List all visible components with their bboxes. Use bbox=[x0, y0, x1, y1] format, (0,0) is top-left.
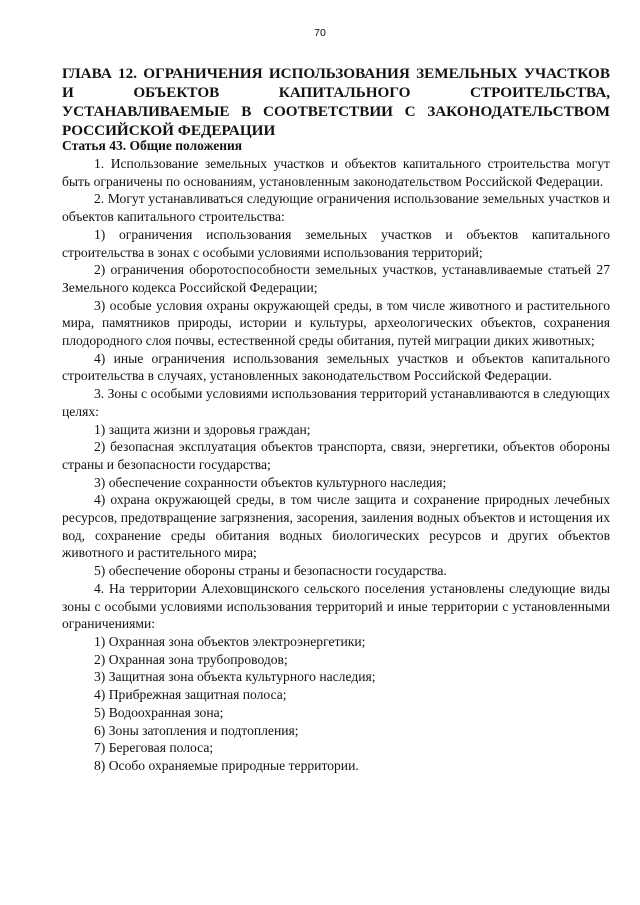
list-item: 5) Водоохранная зона; bbox=[94, 704, 224, 720]
chapter-title: ГЛАВА 12. ОГРАНИЧЕНИЯ ИСПОЛЬЗОВАНИЯ ЗЕМЕЛЬНЫХ УЧАСТКОВ И ОБЪЕКТОВ КАПИТАЛЬНОГО СТРОИТЕЛЬСТВА, УСТАНАВЛИВАЕМЫЕ В СООТВЕТСТВИИ С ЗАКОНОДАТЕЛЬСТВОМ РОССИЙСКОЙ ФЕДЕРАЦИИ bbox=[62, 65, 610, 139]
paragraph: 4. На территории Алеховщинского сельского поселения установлены следующие виды зоны с особыми условиями использования территорий и иные территории с установленными ограничениями: bbox=[62, 580, 610, 632]
paragraph: 2. Могут устанавливаться следующие ограничения использование земельных участков и объектов капитального строительства: bbox=[62, 191, 610, 225]
paragraph: 1) защита жизни и здоровья граждан; bbox=[94, 421, 311, 437]
list-item: 1) Охранная зона объектов электроэнергетики; bbox=[94, 633, 366, 649]
paragraph: 3) обеспечение сохранности объектов культурного наследия; bbox=[94, 474, 447, 490]
paragraph: 1. Использование земельных участков и объектов капитального строительства могут быть ограничены по основаниям, установленным законодательством Российской Федерации. bbox=[62, 156, 610, 189]
list-item: 6) Зоны затопления и подтопления; bbox=[94, 722, 299, 738]
article-title: Статья 43. Общие положения bbox=[62, 138, 243, 153]
list-item: 4) Прибрежная защитная полоса; bbox=[94, 687, 287, 703]
list-item: 8) Особо охраняемые природные территории. bbox=[94, 757, 359, 773]
list-item: 7) Береговая полоса; bbox=[94, 740, 214, 756]
paragraph: 1) ограничения использования земельных участков и объектов капитального строительства в зонах с особыми условиями использования территорий; bbox=[62, 226, 610, 260]
page-number: 70 bbox=[314, 27, 326, 39]
paragraph: 3. Зоны с особыми условиями использования территорий устанавливаются в следующих целях: bbox=[62, 386, 610, 419]
article-body bbox=[62, 155, 610, 775]
list-item: 2) Охранная зона трубопроводов; bbox=[94, 651, 288, 667]
paragraph: 4) иные ограничения использования земельных участков и объектов капитального строительства в случаях, установленных законодательством Российской Федерации. bbox=[62, 350, 610, 384]
paragraph: 3) особые условия охраны окружающей среды, в том числе животного и растительного мира, памятников природы, истории и культуры, археологических объектов, сохранения плодородного слоя почвы, естественной среды обитания, путей миграции диких животных; bbox=[62, 297, 610, 349]
paragraph: 4) охрана окружающей среды, в том числе защита и сохранение природных лечебных ресурсов, предотвращение загрязнения, засорения, заиления водных объектов и истощения их вод, сохранение среды обитания водных биологических ресурсов и других объектов животного и растительного мира; bbox=[62, 492, 610, 561]
list-item: 3) Защитная зона объекта культурного наследия; bbox=[94, 669, 376, 685]
paragraph: 2) ограничения оборотоспособности земельных участков, устанавливаемые статьей 27 Земельного кодекса Российской Федерации; bbox=[62, 262, 610, 295]
paragraph: 2) безопасная эксплуатация объектов транспорта, связи, энергетики, объектов обороны страны и безопасности государства; bbox=[62, 439, 610, 472]
paragraph: 5) обеспечение обороны страны и безопасности государства. bbox=[94, 563, 447, 579]
